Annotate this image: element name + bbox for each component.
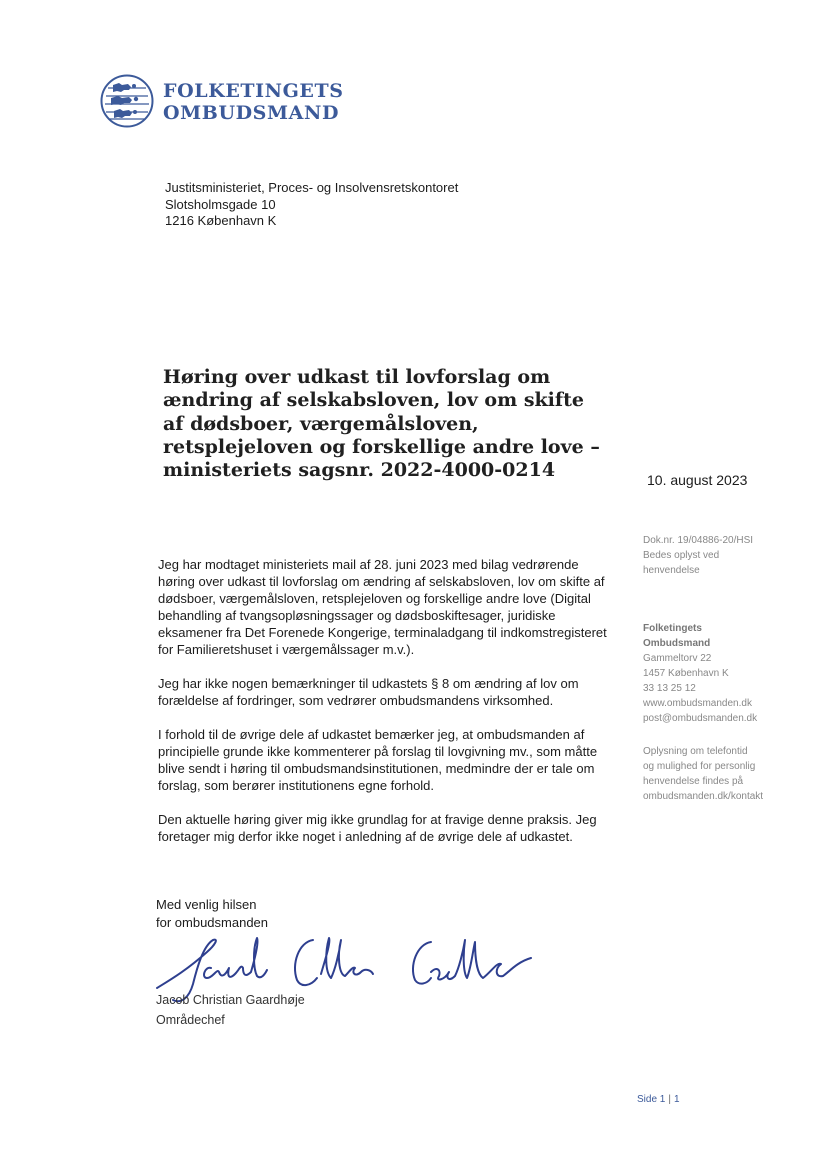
sender-website-link[interactable]: www.ombudsmanden.dk — [643, 698, 752, 709]
logo-line-1: FOLKETINGETS — [163, 80, 344, 102]
danish-lions-seal-icon — [100, 74, 154, 128]
closing-greeting: Med venlig hilsen — [156, 897, 257, 912]
contact-info-line-3: henvendelse findes på — [643, 776, 744, 787]
body-paragraph-1: Jeg har modtaget ministeriets mail af 28. juni 2023 med bilag vedrørende høring over udkast til lovforslag om ændring af selskabsloven, lov om skifte af dødsboer, værgemålsloven, retsplejeloven og forskellige andre love (Digital behandling af tvangsopløsningssager og dødsboskiftesager, juridiske eksamener fra Det Forenede Kongerige, terminaladgang til indkomstregisteret for Familieretshuset i værgemålssager m.v.). — [158, 557, 607, 657]
signer-block — [156, 990, 305, 1030]
body-paragraph-3: I forhold til de øvrige dele af udkastet bemærker jeg, at ombudsmanden af principielle grunde ikke kommenterer på forslag til lovgivning mv., som måtte blive sendt i høring til ombudsmandsinstitutionen, medmindre der er tale om forslag, som berører institutionens egne forhold. — [158, 727, 598, 793]
recipient-street: Slotsholmsgade 10 — [165, 196, 276, 212]
page-separator: | — [668, 1094, 671, 1105]
sender-org-line-1: Folketingets — [643, 623, 702, 634]
signature-lettering: Jacob Christian Gaardhøje — [145, 928, 157, 929]
sender-phone: 33 13 25 12 — [643, 683, 696, 694]
contact-info-line-2: og mulighed for personlig — [643, 761, 756, 772]
logo-wordmark — [163, 80, 344, 124]
page-label: Side 1 — [637, 1094, 666, 1105]
body-paragraph-4: Den aktuelle høring giver mig ikke grundlag for at fravige denne praksis. Jeg foretager mig derfor ikke noget i anledning af de øvrige dele af udkastet. — [158, 812, 597, 844]
sender-city: 1457 København K — [643, 668, 729, 679]
letter-date: 10. august 2023 — [647, 472, 748, 488]
signer-name: Jacob Christian Gaardhøje — [156, 993, 305, 1007]
reference-note-line-1: Bedes oplyst ved — [643, 550, 720, 561]
sender-org-line-2: Ombudsmand — [643, 638, 711, 649]
logo — [100, 74, 360, 130]
recipient-name: Justitsministeriet, Proces- og Insolvensretskontoret — [165, 180, 459, 195]
body-paragraph-2: Jeg har ikke nogen bemærkninger til udkastets § 8 om ændring af lov om forældelse af fordringer, som vedrører ombudsmandens virksomhed. — [158, 676, 579, 708]
recipient-address — [165, 180, 458, 230]
closing-on-behalf: for ombudsmanden — [156, 915, 269, 930]
signer-title: Områdechef — [156, 1013, 225, 1027]
closing — [156, 896, 268, 932]
logo-line-2: OMBUDSMAND — [163, 102, 340, 124]
letter-body — [158, 556, 618, 862]
sender-street: Gammeltorv 22 — [643, 653, 712, 664]
recipient-city: 1216 København K — [165, 213, 277, 228]
sender-email-link[interactable]: post@ombudsmanden.dk — [643, 713, 758, 724]
document-reference — [643, 533, 753, 578]
page-total: 1 — [673, 1094, 680, 1105]
doc-number: Dok.nr. 19/04886-20/HSI — [643, 535, 754, 546]
reference-note-line-2: henvendelse — [643, 565, 700, 576]
contact-info — [643, 744, 763, 804]
letter-title: Høring over udkast til lovforslag om ændring af selskabsloven, lov om skifte af dødsboer, værgemålsloven, retsplejeloven og forskellige andre love – ministeriets sagsnr. 2022-4000-0214 — [163, 366, 600, 482]
page-footer — [637, 1094, 680, 1105]
contact-info-line-1: Oplysning om telefontid — [643, 746, 748, 757]
contact-info-line-4: ombudsmanden.dk/kontakt — [643, 791, 764, 802]
sender-address — [643, 621, 757, 726]
